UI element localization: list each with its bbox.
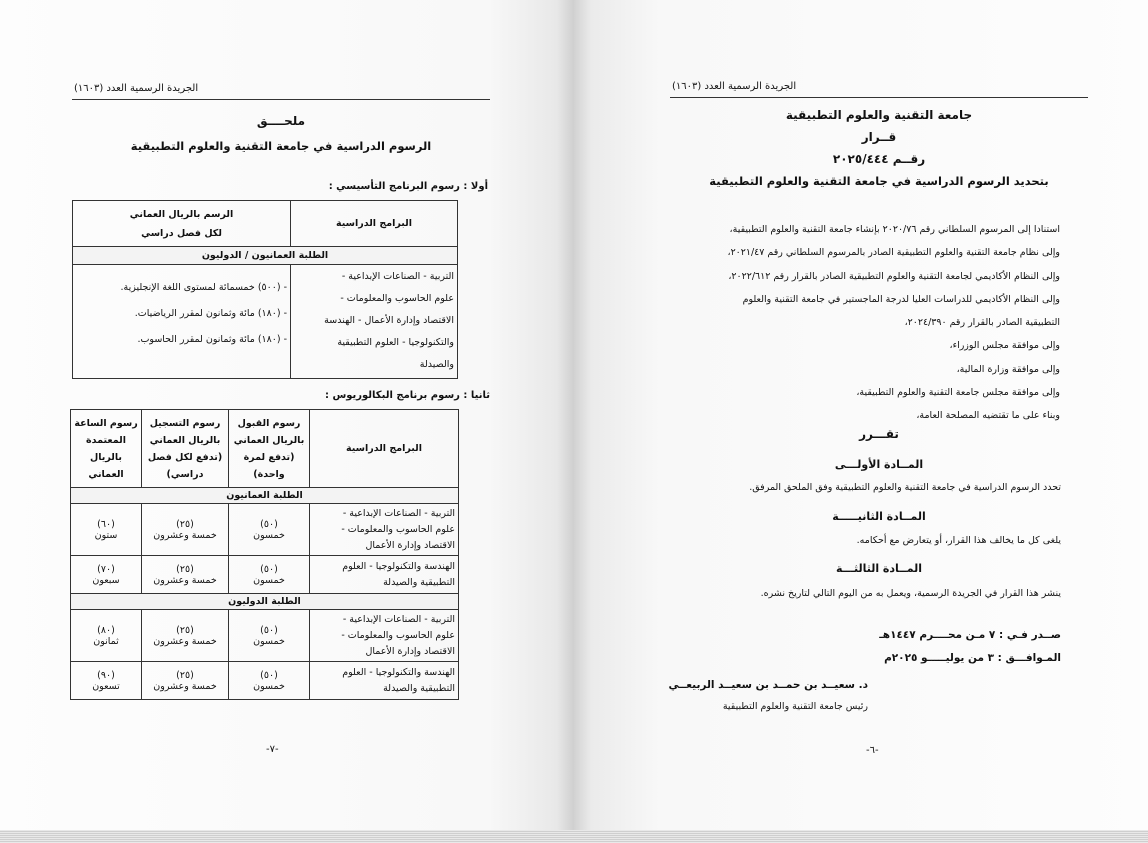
decision-word: قــرار: [861, 130, 897, 144]
corresponding-date: المـوافـــق : ٣ من يوليـــــو ٢٠٢٥م: [884, 652, 1061, 664]
table1-fee-line: - (٥٠٠) خمسمائة لمستوى اللغة الإنجليزية.: [120, 282, 287, 293]
fee-number: (٧٠): [97, 563, 115, 575]
program-line: الهندسة والتكنولوجيا - العلوم: [342, 560, 455, 572]
decision-university-title: جامعة التقنية والعلوم التطبيقية: [785, 108, 973, 122]
program-line: التطبيقية والصيدلة: [383, 682, 455, 694]
table2-header-admission: [229, 410, 310, 488]
fee-words: خمسة وعشرون: [153, 635, 217, 647]
left-page-header: الجريدة الرسمية العدد (١٦٠٣): [74, 83, 199, 94]
preamble: [620, 218, 1060, 428]
fee-number: (٢٥): [176, 518, 194, 530]
fee-words: خمسة وعشرون: [153, 680, 217, 692]
signatory-name: د. سعيــد بن حمــد بن سعيــد الربيعــي: [668, 679, 868, 691]
table1-header-program: البرامج الدراسية: [291, 201, 458, 247]
decision-number: رقــم ٢٠٢٥/٤٤٤: [832, 152, 926, 166]
article-3-text: ينشر هذا القرار في الجريدة الرسمية، ويعمل به من اليوم التالي لتاريخ نشره.: [760, 588, 1061, 599]
table1-program-line: التربية - الصناعات الإبداعية -: [341, 271, 454, 282]
table2-group-omani: الطلبة العمانيون: [71, 488, 459, 504]
preamble-line: وإلى موافقة مجلس الوزراء،: [949, 340, 1060, 352]
admission-fee-cell: [229, 556, 310, 594]
fee-number: (٩٠): [97, 669, 115, 681]
registration-fee-cell: [142, 504, 229, 556]
right-page-number: -٦-: [866, 745, 879, 756]
table2-header-credit: [71, 410, 142, 488]
registration-fee-cell: [142, 556, 229, 594]
admission-fee-cell: [229, 610, 310, 662]
program-line: التربية - الصناعات الإبداعية -: [342, 613, 455, 625]
signatory-title: رئيس جامعة التقنية والعلوم التطبيقية: [722, 701, 868, 712]
header-line: رسوم التسجيل: [149, 417, 221, 429]
fee-number: (٨٠): [97, 624, 115, 636]
decides-heading: تقـــرر: [859, 427, 899, 441]
decision-subject: بتحديد الرسوم الدراسية في جامعة التقنية والعلوم التطبيقية: [709, 174, 1049, 188]
right-page-header: الجريدة الرسمية العدد (١٦٠٣): [672, 81, 797, 92]
preamble-line: وإلى نظام جامعة التقنية والعلوم التطبيقية الصادر بالمرسوم السلطاني رقم ٢٠٢١/٤٧،: [727, 247, 1060, 259]
program-line: الاقتصاد وإدارة الأعمال: [365, 539, 455, 551]
table2-group-international: الطلبة الدوليون: [71, 594, 459, 610]
fee-number: (٥٠): [260, 669, 278, 681]
table-row-program: [310, 556, 459, 594]
header-line: رسوم القبول: [237, 417, 301, 429]
article-2-title: المــادة الثانيـــــة: [832, 510, 926, 523]
left-page: [0, 0, 574, 838]
program-line: الهندسة والتكنولوجيا - العلوم: [342, 666, 455, 678]
preamble-line: وبناء على ما تقتضيه المصلحة العامة،: [916, 410, 1060, 422]
table-row-program: [310, 504, 459, 556]
preamble-line: وإلى النظام الأكاديمي لجامعة التقنية والعلوم التطبيقية الصادر بالقرار رقم ٢٠٢٢/٦١٢،: [728, 270, 1060, 282]
left-page-number: -٧-: [266, 744, 279, 755]
registration-fee-cell: [142, 610, 229, 662]
header-line: بالريال العماني: [233, 434, 305, 446]
fee-number: (٢٥): [176, 669, 194, 681]
fee-words: خمسة وعشرون: [153, 529, 217, 541]
credit-fee-cell: [71, 662, 142, 700]
table-row-program: [310, 662, 459, 700]
table1-program-line: والصيدلة: [419, 359, 454, 370]
fee-words: تسعون: [92, 680, 120, 692]
preamble-line: وإلى موافقة مجلس جامعة التقنية والعلوم التطبيقية،: [856, 387, 1060, 399]
fee-words: خمسون: [253, 529, 285, 541]
table1-header-fee: [73, 201, 291, 247]
table1-program-line: علوم الحاسوب والمعلومات -: [340, 293, 454, 304]
fee-number: (٥٠): [260, 563, 278, 575]
table2-header-registration: [142, 410, 229, 488]
fee-number: (٢٥): [176, 624, 194, 636]
fee-number: (٦٠): [97, 518, 115, 530]
annex-title: ملحــــق: [256, 114, 306, 128]
preamble-line: وإلى موافقة وزارة المالية،: [956, 363, 1060, 375]
header-line: العماني: [88, 468, 124, 480]
program-line: علوم الحاسوب والمعلومات -: [341, 629, 455, 641]
credit-fee-cell: [71, 504, 142, 556]
program-line: علوم الحاسوب والمعلومات -: [341, 523, 455, 535]
fee-number: (٥٠): [260, 624, 278, 636]
table1-header-fee-line2: لكل فصل دراسي: [141, 227, 222, 239]
header-line: بالريال العماني: [149, 434, 221, 446]
table1-fee-line: - (١٨٠) مائة وثمانون لمقرر الحاسوب.: [137, 334, 287, 345]
fee-words: خمسون: [253, 574, 285, 586]
preamble-line: التطبيقية الصادر بالقرار رقم ٢٠٢٤/٣٩٠،: [904, 317, 1060, 329]
preamble-line: استنادا إلى المرسوم السلطاني رقم ٢٠٢٠/٧٦ بإنشاء جامعة التقنية والعلوم التطبيقية،: [729, 224, 1060, 235]
header-line: واحدة): [253, 468, 285, 480]
table1-fee-line: - (١٨٠) مائة وثمانون لمقرر الرياضيات.: [134, 308, 287, 319]
section2-title: ثانيا : رسوم برنامج البكالوريوس :: [324, 390, 490, 401]
preamble-line: وإلى النظام الأكاديمي للدراسات العليا لدرجة الماجستير في جامعة التقنية والعلوم: [742, 293, 1060, 305]
header-line: (تدفع لكل فصل: [147, 451, 223, 463]
article-1-text: تحدد الرسوم الدراسية في جامعة التقنية والعلوم التطبيقية وفق الملحق المرفق.: [749, 482, 1061, 493]
credit-fee-cell: [71, 556, 142, 594]
registration-fee-cell: [142, 662, 229, 700]
fee-words: سبعون: [92, 574, 120, 586]
table1-programs: [291, 265, 458, 379]
header-line: دراسي): [166, 468, 204, 480]
table1-group: الطلبة العمانيون / الدوليون: [73, 247, 458, 265]
foundation-fees-table: [72, 200, 458, 379]
fee-words: ستون: [94, 529, 118, 541]
article-1-title: المــادة الأولـــى: [834, 458, 924, 471]
program-line: التربية - الصناعات الإبداعية -: [342, 507, 455, 519]
right-header-rule: [670, 97, 1088, 98]
fee-words: ثمانون: [93, 635, 119, 647]
admission-fee-cell: [229, 504, 310, 556]
section1-title: أولا : رسوم البرنامج التأسيسي :: [328, 181, 488, 192]
fee-words: خمسون: [253, 680, 285, 692]
table1-header-fee-line1: الرسم بالريال العماني: [129, 208, 234, 220]
header-line: المعتمدة: [86, 434, 126, 446]
issued-date: صــدر فـي : ٧ مـن محــــرم ١٤٤٧هـ: [879, 629, 1061, 641]
fee-words: خمسة وعشرون: [153, 574, 217, 586]
fee-number: (٢٥): [176, 563, 194, 575]
header-line: بالريال: [90, 451, 122, 463]
header-line: رسوم الساعة: [74, 417, 138, 429]
header-line: (تدفع لمرة: [243, 451, 295, 463]
table2-header-program: البرامج الدراسية: [310, 410, 459, 488]
fee-number: (٥٠): [260, 518, 278, 530]
table1-fees: [73, 265, 291, 379]
annex-subtitle: الرسوم الدراسية في جامعة التقنية والعلوم التطبيقية: [130, 139, 432, 153]
table1-program-line: الاقتصاد وإدارة الأعمال - الهندسة: [324, 315, 454, 326]
bachelor-fees-table: [70, 409, 459, 700]
article-2-text: يلغى كل ما يخالف هذا القرار، أو يتعارض مع أحكامه.: [856, 535, 1061, 546]
table1-program-line: والتكنولوجيا - العلوم التطبيقية: [337, 337, 454, 348]
article-3-title: المــادة الثالثـــة: [836, 562, 922, 575]
program-line: الاقتصاد وإدارة الأعمال: [365, 645, 455, 657]
credit-fee-cell: [71, 610, 142, 662]
program-line: التطبيقية والصيدلة: [383, 576, 455, 588]
right-page: [574, 0, 1148, 838]
left-header-rule: [72, 99, 490, 100]
table-row-program: [310, 610, 459, 662]
page-stack-edge: [0, 830, 1148, 843]
fee-words: خمسون: [253, 635, 285, 647]
admission-fee-cell: [229, 662, 310, 700]
